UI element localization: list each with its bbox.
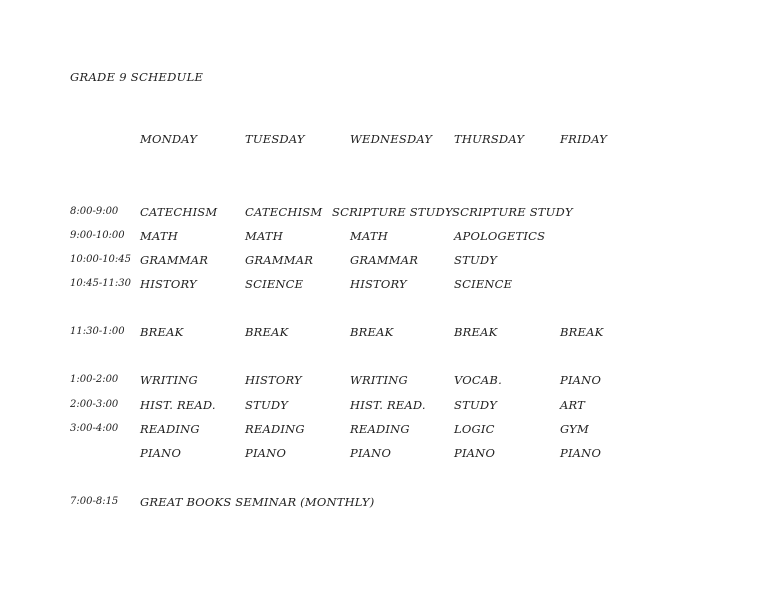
time-slot: 10:00-10:45	[70, 254, 132, 265]
time-slot: 10:45-11:30	[70, 278, 132, 289]
schedule-cell: PIANO	[140, 446, 182, 460]
page-title: GRADE 9 SCHEDULE	[70, 70, 204, 84]
schedule-cell: BREAK	[454, 325, 498, 339]
schedule-cell: HIST. READ.	[140, 398, 216, 412]
schedule-cell: READING	[245, 422, 305, 436]
schedule-cell: HIST. READ.	[350, 398, 426, 412]
day-header-friday: FRIDAY	[560, 132, 608, 146]
time-slot: 1:00-2:00	[70, 374, 119, 385]
schedule-cell: PIANO	[245, 446, 287, 460]
time-slot: 9:00-10:00	[70, 230, 125, 241]
time-slot: 3:00-4:00	[70, 423, 119, 434]
schedule-cell: STUDY	[454, 398, 498, 412]
schedule-cell: HISTORY	[245, 373, 302, 387]
schedule-cell: MATH	[245, 229, 283, 243]
schedule-cell: SCRIPTURE STUDY	[452, 205, 573, 219]
day-header-monday: MONDAY	[140, 132, 198, 146]
day-header-tuesday: TUESDAY	[245, 132, 305, 146]
schedule-cell: PIANO	[454, 446, 496, 460]
time-slot: 11:30-1:00	[70, 326, 125, 337]
schedule-cell: STUDY	[245, 398, 289, 412]
schedule-cell: VOCAB.	[454, 373, 502, 387]
evening-time-slot: 7:00-8:15	[70, 496, 119, 507]
day-header-thursday: THURSDAY	[454, 132, 525, 146]
day-header-wednesday: WEDNESDAY	[350, 132, 433, 146]
schedule-cell: SCRIPTURE STUDY	[332, 205, 453, 219]
schedule-cell: WRITING	[350, 373, 408, 387]
schedule-cell: SCIENCE	[245, 277, 304, 291]
schedule-cell: MATH	[350, 229, 388, 243]
schedule-cell: PIANO	[560, 446, 602, 460]
schedule-cell: LOGIC	[454, 422, 495, 436]
schedule-cell: GRAMMAR	[140, 253, 209, 267]
schedule-cell: HISTORY	[140, 277, 197, 291]
evening-seminar: GREAT BOOKS SEMINAR (MONTHLY)	[140, 495, 375, 509]
schedule-cell: PIANO	[350, 446, 392, 460]
schedule-cell: BREAK	[140, 325, 184, 339]
time-slot: 8:00-9:00	[70, 206, 119, 217]
schedule-cell: BREAK	[350, 325, 394, 339]
schedule-cell: READING	[140, 422, 200, 436]
schedule-cell: READING	[350, 422, 410, 436]
schedule-cell: CATECHISM	[245, 205, 323, 219]
schedule-cell: BREAK	[245, 325, 289, 339]
schedule-cell: GYM	[560, 422, 589, 436]
schedule-cell: SCIENCE	[454, 277, 513, 291]
schedule-cell: CATECHISM	[140, 205, 218, 219]
schedule-cell: GRAMMAR	[245, 253, 314, 267]
schedule-cell: PIANO	[560, 373, 602, 387]
schedule-cell: HISTORY	[350, 277, 407, 291]
time-slot: 2:00-3:00	[70, 399, 119, 410]
schedule-cell: APOLOGETICS	[454, 229, 546, 243]
schedule-cell: BREAK	[560, 325, 604, 339]
schedule-cell: STUDY	[454, 253, 498, 267]
schedule-cell: WRITING	[140, 373, 198, 387]
schedule-cell: GRAMMAR	[350, 253, 419, 267]
schedule-cell: MATH	[140, 229, 178, 243]
schedule-cell: ART	[560, 398, 586, 412]
